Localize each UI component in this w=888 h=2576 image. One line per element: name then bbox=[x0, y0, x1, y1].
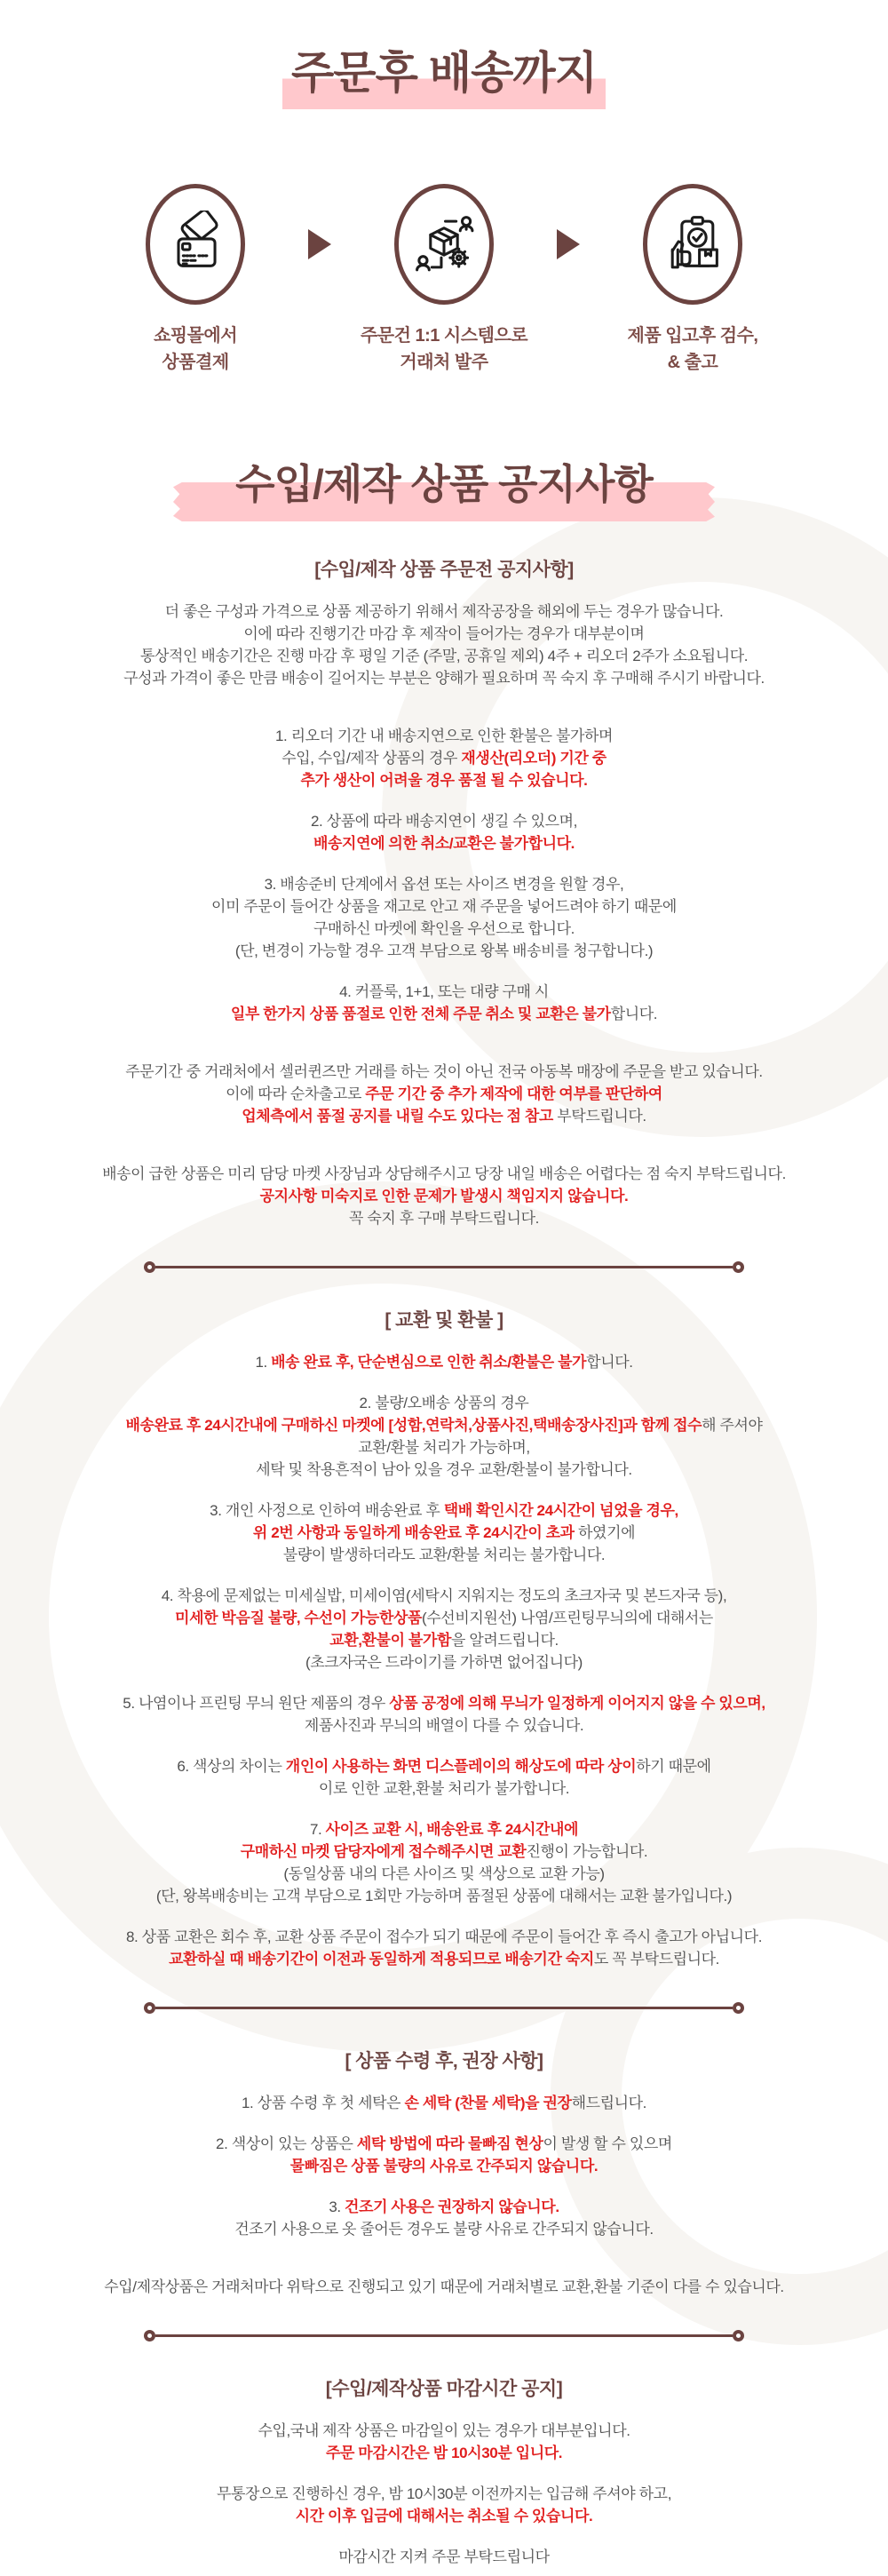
notice-block bbox=[0, 2546, 888, 2568]
notice-line bbox=[0, 1392, 888, 1414]
notice-block bbox=[0, 1351, 888, 1373]
notice-line bbox=[0, 2483, 888, 2505]
notice-line bbox=[0, 1207, 888, 1229]
step-order-system bbox=[333, 184, 555, 376]
notice-block bbox=[0, 1818, 888, 1907]
notice-line bbox=[0, 1163, 888, 1185]
text-segment: 배송이 급한 상품은 미리 담당 마켓 사장님과 상담해주시고 당장 내일 배송은 어렵다는 점 숙지 부탁드립니다. bbox=[102, 1165, 786, 1182]
notice-line bbox=[0, 1351, 888, 1373]
section-divider bbox=[144, 1261, 744, 1273]
notice-line bbox=[0, 1714, 888, 1737]
notice-line bbox=[0, 1948, 888, 1970]
text-segment: 1. bbox=[255, 1354, 272, 1371]
notice-title-wrap bbox=[235, 460, 653, 509]
text-segment: 이에 따라 순차출고로 bbox=[226, 1085, 366, 1102]
notice-line bbox=[0, 2442, 888, 2464]
notice-line bbox=[0, 832, 888, 855]
text-segment: 주문 마감시간은 밤 10시30분 입니다. bbox=[325, 2445, 563, 2461]
notice-block bbox=[0, 1163, 888, 1229]
notice-block bbox=[0, 1692, 888, 1737]
page-title bbox=[0, 46, 888, 99]
text-segment: 시간 이후 입금에 대해서는 취소될 수 있습니다. bbox=[295, 2508, 593, 2524]
notice-block bbox=[0, 2133, 888, 2177]
text-segment: 2. 색상이 있는 상품은 bbox=[216, 2135, 357, 2152]
notice-block bbox=[0, 1392, 888, 1481]
text-segment: 2. 상품에 따라 배송지연이 생길 수 있으며, bbox=[311, 813, 577, 830]
text-segment: (초크자국은 드라이기를 가하면 없어집니다) bbox=[305, 1654, 583, 1671]
notice-block bbox=[0, 873, 888, 962]
text-segment: 2. 불량/오배송 상품의 경우 bbox=[359, 1395, 529, 1411]
text-segment: 4. 커플룩, 1+1, 또는 대량 구매 시 bbox=[339, 983, 549, 1000]
text-segment: 3. bbox=[329, 2198, 345, 2215]
text-segment: 수입, 수입/제작 상품의 경우 bbox=[281, 750, 462, 767]
arrow-right-icon bbox=[308, 229, 331, 259]
arrow-right-icon bbox=[557, 229, 580, 259]
notice-block bbox=[0, 2420, 888, 2464]
notice-line bbox=[0, 1692, 888, 1714]
section-header: [ 상품 수령 후, 권장 사항] bbox=[345, 2051, 543, 2071]
step-icon-circle bbox=[146, 184, 245, 305]
notice-block bbox=[0, 1061, 888, 1127]
text-segment: 3. 개인 사정으로 인하여 배송완료 후 bbox=[210, 1502, 444, 1519]
text-segment: 구매하신 마켓 담당자에게 접수해주시면 교환 bbox=[240, 1843, 527, 1860]
notice-line bbox=[0, 747, 888, 769]
divider-end-circle bbox=[144, 2330, 155, 2341]
text-segment: 5. 나염이나 프린팅 무늬 원단 제품의 경우 bbox=[123, 1695, 390, 1712]
step-icon-circle bbox=[643, 184, 742, 305]
text-segment: (단, 변경이 가능할 경우 고객 부담으로 왕복 배송비를 청구합니다.) bbox=[234, 942, 654, 959]
divider-end-circle bbox=[733, 2330, 744, 2341]
notice-line bbox=[0, 1436, 888, 1459]
notice-block bbox=[0, 2276, 888, 2298]
text-segment: 공지사항 미숙지로 인한 문제가 발생시 책임지지 않습니다. bbox=[259, 1188, 629, 1205]
notice-line bbox=[0, 2092, 888, 2114]
text-segment: 해 주셔야 bbox=[702, 1417, 763, 1434]
notice-line bbox=[0, 645, 888, 667]
text-segment: 손 세탁 (찬물 세탁)을 권장 bbox=[404, 2095, 572, 2111]
notice-line bbox=[0, 623, 888, 645]
text-segment: 1. 리오더 기간 내 배송지연으로 인한 환불은 불가하며 bbox=[274, 727, 614, 744]
step-label-line2: 거래처 발주 bbox=[400, 353, 488, 372]
text-segment: 이미 주문이 들어간 상품을 재고로 안고 재 주문을 넣어드려야 하기 때문에 bbox=[211, 898, 677, 915]
section-header: [ 교환 및 환불 ] bbox=[385, 1310, 503, 1331]
section-deadline bbox=[0, 2377, 888, 2568]
section-body bbox=[0, 1351, 888, 1970]
text-segment: 을 알려드립니다. bbox=[451, 1632, 559, 1649]
text-segment: 이에 따라 진행기간 마감 후 제작이 들어가는 경우가 대부분이며 bbox=[243, 625, 645, 642]
step-label-line1: 쇼핑몰에서 bbox=[153, 326, 238, 346]
notice-line bbox=[0, 2420, 888, 2442]
step-label bbox=[84, 322, 306, 376]
notice-line bbox=[0, 1755, 888, 1777]
text-segment: 교환,환불이 불가함 bbox=[329, 1632, 451, 1649]
text-segment: 개인이 사용하는 화면 디스플레이의 해상도에 따라 상이 bbox=[285, 1758, 637, 1775]
notice-line bbox=[0, 1522, 888, 1544]
text-segment: 8. 상품 교환은 회수 후, 교환 상품 주문이 접수가 되기 때문에 주문이 들어간 후 즉시 출고가 아닙니다. bbox=[125, 1928, 763, 1945]
divider-line bbox=[155, 1266, 733, 1268]
text-segment: 위 2번 사항과 동일하게 배송완료 후 24시간이 초과 bbox=[252, 1524, 575, 1541]
notice-line bbox=[0, 1003, 888, 1025]
text-segment: 이 발생 할 수 있으며 bbox=[543, 2135, 672, 2152]
section-header: [수입/제작 상품 주문전 공지사항] bbox=[314, 560, 574, 580]
section-header: [수입/제작상품 마감시간 공지] bbox=[325, 2379, 563, 2399]
text-segment: 세탁 및 착용흔적이 남아 있을 경우 교환/환불이 불가합니다. bbox=[256, 1461, 632, 1478]
text-segment: 꼭 숙지 후 구매 부탁드립니다. bbox=[349, 1210, 539, 1227]
text-segment: 추가 생산이 어려울 경우 품절 될 수 있습니다. bbox=[300, 772, 588, 789]
text-segment: 세탁 방법에 따라 물빠짐 현상 bbox=[356, 2135, 543, 2152]
section-divider bbox=[144, 2330, 744, 2341]
divider-end-circle bbox=[733, 1261, 744, 1273]
notice-block bbox=[0, 1926, 888, 1970]
text-segment: 주문 기간 중 추가 제작에 대한 여부를 판단하여 bbox=[365, 1085, 662, 1102]
text-segment: 합니다. bbox=[610, 1006, 658, 1022]
notice-line bbox=[0, 1414, 888, 1436]
notice-line bbox=[0, 940, 888, 962]
text-segment: 재생산(리오더) 기간 중 bbox=[461, 750, 607, 767]
credit-card-icon bbox=[162, 211, 229, 278]
notice-line bbox=[0, 1544, 888, 1566]
step-label-line2: 상품결제 bbox=[162, 353, 229, 372]
text-segment: 주문기간 중 거래처에서 셀러퀸즈만 거래를 하는 것이 아닌 전국 아동복 매장에 주문을 받고 있습니다. bbox=[125, 1063, 763, 1080]
notice-block bbox=[0, 810, 888, 855]
text-segment: 1. 상품 수령 후 첫 세탁은 bbox=[242, 2095, 405, 2111]
notice-line bbox=[0, 1061, 888, 1083]
notice-line bbox=[0, 1841, 888, 1863]
text-segment: 교환/환불 처리가 가능하며, bbox=[358, 1439, 530, 1456]
text-segment: 하기 때문에 bbox=[636, 1758, 711, 1775]
notice-line bbox=[0, 2505, 888, 2527]
notice-block bbox=[0, 725, 888, 791]
notice-line bbox=[0, 2196, 888, 2218]
text-segment: 배송 완료 후, 단순변심으로 인한 취소/환불은 불가 bbox=[271, 1354, 587, 1371]
notice-line bbox=[0, 1105, 888, 1127]
notice-line bbox=[0, 1185, 888, 1207]
notice-title: 수입/제작 상품 공지사항 bbox=[235, 461, 653, 507]
text-segment: 교환하실 때 배송기간이 이전과 동일하게 적용되므로 배송기간 숙지 bbox=[168, 1951, 594, 1968]
notice-title-row bbox=[0, 460, 888, 509]
notice-line bbox=[0, 600, 888, 623]
text-segment: 해드립니다. bbox=[571, 2095, 646, 2111]
text-segment: 업체측에서 품절 공지를 내릴 수도 있다는 점 참고 bbox=[242, 1108, 553, 1125]
text-segment: 배송완료 후 24시간내에 구매하신 마켓에 [성함,연락처,상품사진,택배송장사진]과 함께 접수 bbox=[125, 1417, 702, 1434]
text-segment: 건조기 사용은 권장하지 않습니다. bbox=[345, 2198, 559, 2215]
section-exchange-refund bbox=[0, 1308, 888, 1970]
step-inspection-shipping bbox=[582, 184, 804, 376]
text-segment: 수입,국내 제작 상품은 마감일이 있는 경우가 대부분입니다. bbox=[258, 2422, 630, 2439]
text-segment: 통상적인 배송기간은 진행 마감 후 평일 기준 (주말, 공휴일 제외) 4주 + 리오더 2주가 소요됩니다. bbox=[139, 648, 749, 664]
notice-line bbox=[0, 1607, 888, 1629]
order-system-icon bbox=[410, 211, 478, 278]
step-label bbox=[582, 322, 804, 376]
notice-block bbox=[0, 2092, 888, 2114]
notice-block bbox=[0, 600, 888, 689]
page-title-highlight: 주문후 배송까지 bbox=[282, 48, 606, 109]
notice-line bbox=[0, 1777, 888, 1800]
text-segment: 부탁드립니다. bbox=[552, 1108, 646, 1125]
divider-end-circle bbox=[144, 2002, 155, 2014]
text-segment: 상품 공정에 의해 무늬가 일정하게 이어지지 않을 수 있으며, bbox=[389, 1695, 765, 1712]
text-segment: 무통장으로 진행하신 경우, 밤 10시30분 이전까지는 입금해 주셔야 하고, bbox=[216, 2485, 672, 2502]
text-segment: 배송지연에 의한 취소/교환은 불가합니다. bbox=[313, 835, 575, 852]
text-segment: 일부 한가지 상품 품절로 인한 전체 주문 취소 및 교환은 불가 bbox=[230, 1006, 611, 1022]
section-body bbox=[0, 2420, 888, 2568]
step-label-line2: & 출고 bbox=[667, 353, 718, 372]
notice-line bbox=[0, 1499, 888, 1522]
text-segment: 하였기에 bbox=[574, 1524, 636, 1541]
notice-block bbox=[0, 1499, 888, 1566]
text-segment: 6. 색상의 차이는 bbox=[177, 1758, 286, 1775]
notice-line bbox=[0, 1585, 888, 1607]
text-segment: 도 꼭 부탁드립니다. bbox=[593, 1951, 720, 1968]
notice-line bbox=[0, 1885, 888, 1907]
text-segment: 불량이 발생하더라도 교환/환불 처리는 불가합니다. bbox=[282, 1546, 606, 1563]
divider-line bbox=[155, 2007, 733, 2009]
notice-line bbox=[0, 2546, 888, 2568]
text-segment: (수선비지원선) 나염/프린팅무늬의에 대해서는 bbox=[422, 1610, 713, 1626]
notice-block bbox=[0, 1585, 888, 1674]
notice-line bbox=[0, 1651, 888, 1674]
step-label-line1: 주문건 1:1 시스템으로 bbox=[360, 326, 528, 346]
text-segment: 진행이 가능합니다. bbox=[526, 1843, 648, 1860]
section-after-receipt bbox=[0, 2049, 888, 2298]
notice-block bbox=[0, 1755, 888, 1800]
notice-block bbox=[0, 981, 888, 1025]
text-segment: 마감시간 지켜 주문 부탁드립니다 bbox=[338, 2548, 550, 2565]
notice-line bbox=[0, 1926, 888, 1948]
divider-end-circle bbox=[733, 2002, 744, 2014]
inspection-shipping-icon bbox=[659, 211, 726, 278]
text-segment: 택배 확인시간 24시간이 넘었을 경우, bbox=[443, 1502, 678, 1519]
notice-line bbox=[0, 981, 888, 1003]
notice-line bbox=[0, 2218, 888, 2240]
order-process-steps bbox=[0, 184, 888, 376]
text-segment: 4. 착용에 문제없는 미세실밥, 미세이염(세탁시 지워지는 정도의 초크자국 및 본드자국 등), bbox=[161, 1587, 727, 1604]
notice-line bbox=[0, 873, 888, 895]
divider-end-circle bbox=[144, 1261, 155, 1273]
text-segment: 사이즈 교환 시, 배송완료 후 24시간내에 bbox=[325, 1821, 579, 1838]
notice-line bbox=[0, 2276, 888, 2298]
notice-line bbox=[0, 810, 888, 832]
text-segment: 더 좋은 구성과 가격으로 상품 제공하기 위해서 제작공장을 해외에 두는 경우가 많습니다. bbox=[164, 603, 724, 620]
notice-line bbox=[0, 769, 888, 791]
text-segment: (동일상품 내의 다른 사이즈 및 색상으로 교환 가능) bbox=[283, 1865, 605, 1882]
step-label bbox=[333, 322, 555, 376]
text-segment: (단, 왕복배송비는 고객 부담으로 1회만 가능하며 품절된 상품에 대해서는 교환 불가입니다.) bbox=[155, 1888, 733, 1904]
notice-line bbox=[0, 2133, 888, 2155]
notice-line bbox=[0, 1629, 888, 1651]
step-label-line1: 제품 입고후 검수, bbox=[627, 326, 758, 346]
notice-line bbox=[0, 667, 888, 689]
section-pre-order bbox=[0, 558, 888, 1229]
notice-line bbox=[0, 1863, 888, 1885]
divider-line bbox=[155, 2334, 733, 2337]
text-segment: 이로 인한 교환,환불 처리가 불가합니다. bbox=[318, 1780, 570, 1797]
section-divider bbox=[144, 2002, 744, 2014]
text-segment: 구매하신 마켓에 확인을 우선으로 합니다. bbox=[313, 920, 575, 937]
text-segment: 물빠짐은 상품 불량의 사유로 간주되지 않습니다. bbox=[289, 2158, 599, 2174]
step-payment bbox=[84, 184, 306, 376]
text-segment: 수입/제작상품은 거래처마다 위탁으로 진행되고 있기 때문에 거래처별로 교환,환불 기준이 다를 수 있습니다. bbox=[104, 2278, 784, 2295]
section-body bbox=[0, 2092, 888, 2298]
notice-block bbox=[0, 2196, 888, 2240]
text-segment: 제품사진과 무늬의 배열이 다를 수 있습니다. bbox=[304, 1717, 584, 1734]
text-segment: 7. bbox=[309, 1821, 326, 1838]
notice-line bbox=[0, 895, 888, 918]
notice-line bbox=[0, 1459, 888, 1481]
notice-line bbox=[0, 2155, 888, 2177]
text-segment: 합니다. bbox=[586, 1354, 633, 1371]
notice-line bbox=[0, 1083, 888, 1105]
text-segment: 미세한 박음질 불량, 수선이 가능한상품 bbox=[175, 1610, 423, 1626]
text-segment: 구성과 가격이 좋은 만큼 배송이 길어지는 부분은 양해가 필요하며 꼭 숙지 후 구매해 주시기 바랍니다. bbox=[123, 670, 765, 687]
notice-block bbox=[0, 2483, 888, 2527]
step-icon-circle bbox=[394, 184, 494, 305]
notice-line bbox=[0, 1818, 888, 1841]
section-body bbox=[0, 600, 888, 1229]
notice-line bbox=[0, 725, 888, 747]
notice-line bbox=[0, 918, 888, 940]
text-segment: 건조기 사용으로 옷 줄어든 경우도 불량 사유로 간주되지 않습니다. bbox=[234, 2221, 654, 2238]
text-segment: 3. 배송준비 단계에서 옵션 또는 사이즈 변경을 원할 경우, bbox=[264, 876, 624, 893]
